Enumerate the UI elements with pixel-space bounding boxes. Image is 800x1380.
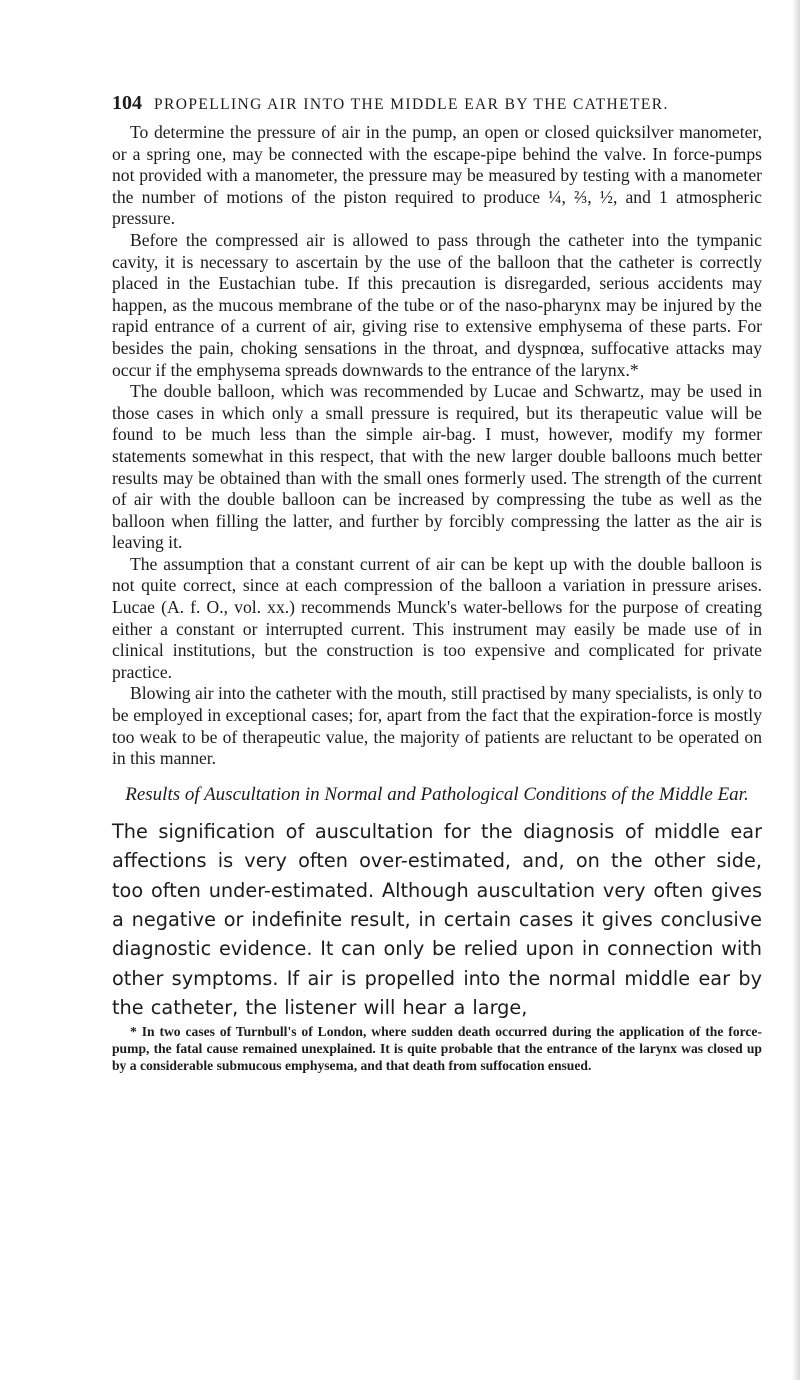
footnote: * In two cases of Turnbull's of London, where sudden death occurred during the application of the force-pump, the fatal cause remained unexplained. It is quite probable that the entrance of the larynx was closed up by a considerable submucous emphysema, and that death from suffocation ensued. — [112, 1023, 762, 1074]
running-header — [112, 92, 762, 115]
section-title: Results of Auscultation in Normal and Pathological Conditions of the Middle Ear. — [125, 783, 749, 805]
paragraph-blowing-air: Blowing air into the catheter with the mouth, still practised by many specialists, is only to be employed in exceptional cases; for, apart from the fact that the expiration-force is mostly too weak to be of therapeutic value, the majority of patients are reluctant to be operated on in this manner. — [112, 683, 762, 769]
paragraph-double-balloon: The double balloon, which was recommended by Lucae and Schwartz, may be used in those cases in which only a small pressure is required, but its therapeutic value will be found to be much less than the simple air-bag. I must, however, modify my former statements somewhat in this respect, that with the new larger double balloons much better results may be obtained than with the small ones formerly used. The strength of the current of air with the double balloon can be increased by compressing the tube as well as the balloon when filling the latter, and further by forcibly compressing the latter as the air is leaving it. — [112, 381, 762, 553]
running-title: PROPELLING AIR INTO THE MIDDLE EAR BY THE CATHETER. — [154, 96, 669, 113]
page-edge-shadow — [792, 0, 800, 1380]
paragraph-balloon-precaution: Before the compressed air is allowed to pass through the catheter into the tympanic cavity, it is necessary to ascertain by the use of the balloon that the catheter is correctly placed in the Eustachian tube. If this precaution is disregarded, serious accidents may happen, as the mucous membrane of the tube or of the naso-pharynx may be injured by the rapid entrance of a current of air, giving rise to extensive emphysema of these parts. For besides the pain, choking sensations in the throat, and dyspnœa, suffocative attacks may occur if the emphysema spreads downwards to the entrance of the larynx.* — [112, 229, 762, 380]
paragraph-constant-current: The assumption that a constant current of air can be kept up with the double balloon is not quite correct, since at each compression of the balloon a variation in pressure arises. Lucae (A. f. O., vol. xx.) recommends Munck's water-bellows for the purpose of creating either a constant or interrupted current. This instrument may easily be made use of in clinical institutions, but the construction is too expensive and complicated for private practice. — [112, 553, 762, 682]
page-body — [112, 122, 762, 1075]
paragraph-manometer: To determine the pressure of air in the pump, an open or closed quicksilver manometer, or a spring one, may be connected with the escape-pipe behind the valve. In force-pumps not provided with a manometer, the pressure may be measured by testing with a manometer the number of motions of the piston required to produce ¼, ⅔, ½, and 1 atmospheric pressure. — [112, 122, 762, 229]
page-number: 104 — [112, 92, 142, 114]
paragraph-auscultation: The signification of auscultation for the diagnosis of middle ear affections is very often over-estimated, and, on the other side, too often under-estimated. Although auscultation very often gives a negative or indefinite result, in certain cases it gives conclusive diagnostic evidence. It can only be relied upon in connection with other symptoms. If air is propelled into the normal middle ear by the catheter, the listener will hear a large, — [112, 819, 762, 1020]
